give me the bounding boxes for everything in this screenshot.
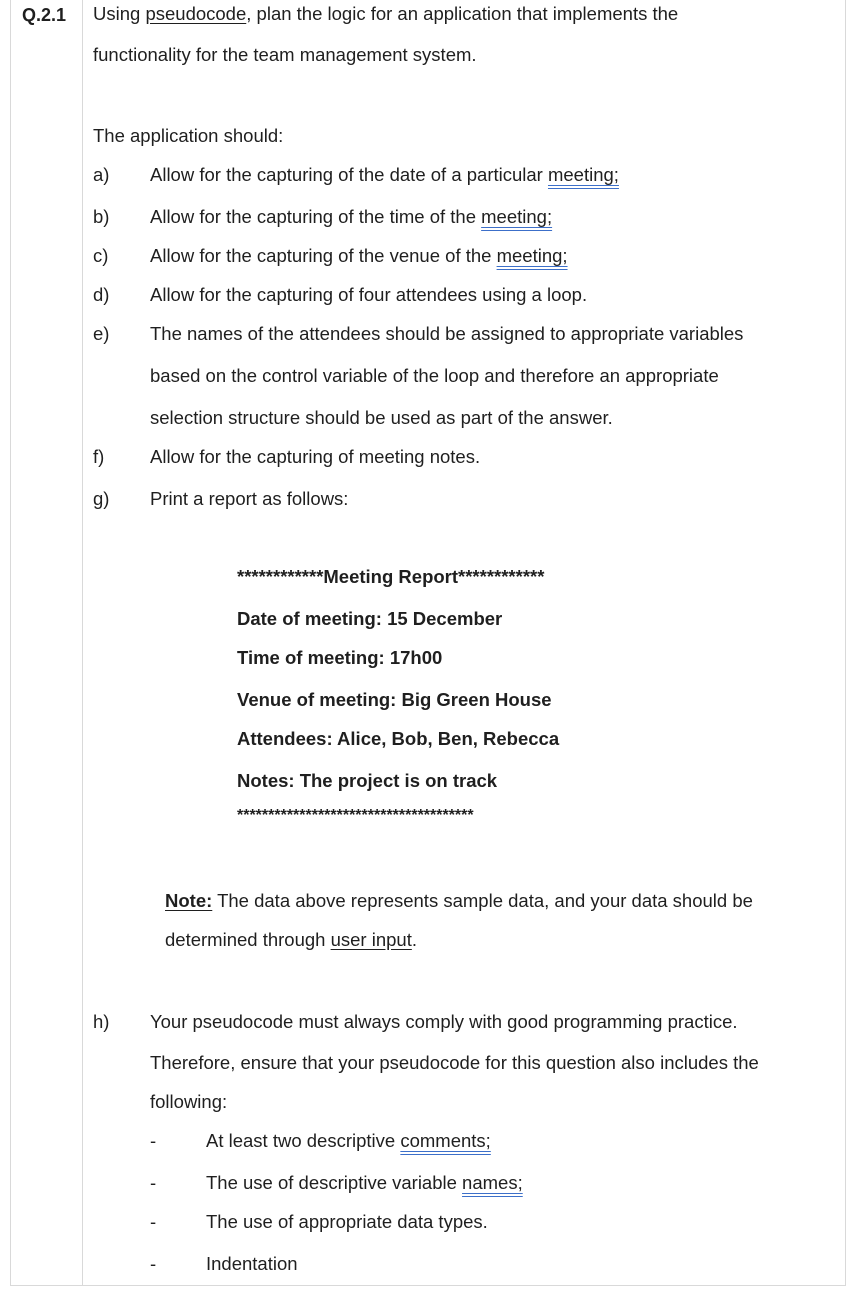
report-notes: Notes: The project is on track <box>237 770 498 791</box>
question-number: Q.2.1 <box>22 5 67 25</box>
practice-line1: Your pseudocode must always comply with good programming practice. <box>150 1011 738 1032</box>
note-line2 <box>165 928 417 952</box>
spell-mark-c: meeting; <box>496 245 568 266</box>
item-label-b: b) <box>93 206 110 227</box>
bullet-dash: - <box>150 1253 157 1274</box>
item-c-main: Allow for the capturing of the venue of the <box>150 245 497 266</box>
item-label-c: c) <box>93 245 109 266</box>
bullet-names-text: The use of descriptive variable <box>206 1172 463 1193</box>
question-table <box>10 0 846 1286</box>
question-intro-line1 <box>93 2 678 26</box>
report-footer: ************************************** <box>237 807 474 824</box>
item-a-main: Allow for the capturing of the date of a particular <box>150 164 548 185</box>
item-label-f: f) <box>93 446 105 467</box>
item-label-e: e) <box>93 323 110 344</box>
item-label-g: g) <box>93 488 110 509</box>
question-intro-line2: functionality for the team management system. <box>93 44 477 65</box>
item-text-c <box>150 244 568 268</box>
note-text-2b: . <box>411 929 417 950</box>
practice-line3: following: <box>150 1091 228 1112</box>
bullet-dash: - <box>150 1130 157 1151</box>
item-label-a: a) <box>93 164 110 185</box>
note-text: The data above represents sample data, and your data should be <box>212 890 753 911</box>
bullet-variable-names <box>206 1171 523 1195</box>
item-label-h: h) <box>93 1011 110 1032</box>
intro-text-b: , plan the logic for an application that implements the <box>246 3 679 24</box>
bullet-data-types: The use of appropriate data types. <box>206 1211 488 1232</box>
report-attendees: Attendees: Alice, Bob, Ben, Rebecca <box>237 728 560 749</box>
report-venue: Venue of meeting: Big Green House <box>237 689 552 710</box>
bullet-comments-text: At least two descriptive <box>206 1130 401 1151</box>
pseudocode-term: pseudocode <box>145 3 247 24</box>
intro-text-a: Using <box>93 3 146 24</box>
report-header: ************Meeting Report************ <box>237 566 545 587</box>
note-text-2a: determined through <box>165 929 331 950</box>
spell-mark-names: names; <box>462 1172 523 1193</box>
item-text-d: Allow for the capturing of four attendees using a loop. <box>150 284 588 305</box>
item-text-b <box>150 205 552 229</box>
bullet-comments <box>206 1129 491 1153</box>
column-divider <box>82 0 83 1286</box>
requirements-lead: The application should: <box>93 125 284 146</box>
spell-mark-comments: comments; <box>400 1130 491 1151</box>
item-text-e-line1: The names of the attendees should be assigned to appropriate variables <box>150 323 744 344</box>
note-line1 <box>165 889 753 913</box>
note-label: Note: <box>165 890 213 911</box>
bullet-dash: - <box>150 1211 157 1232</box>
user-input-term: user input <box>330 929 412 950</box>
item-text-g: Print a report as follows: <box>150 488 349 509</box>
item-text-e-line2: based on the control variable of the loop and therefore an appropriate <box>150 365 719 386</box>
report-time: Time of meeting: 17h00 <box>237 647 443 668</box>
practice-line2: Therefore, ensure that your pseudocode for this question also includes the <box>150 1052 759 1073</box>
spell-mark-b: meeting; <box>481 206 553 227</box>
spell-mark-a: meeting; <box>547 164 619 185</box>
bullet-indentation: Indentation <box>206 1253 298 1274</box>
item-b-main: Allow for the capturing of the time of the <box>150 206 482 227</box>
item-text-a <box>150 163 619 187</box>
item-text-e-line3: selection structure should be used as part of the answer. <box>150 407 613 428</box>
item-label-d: d) <box>93 284 110 305</box>
item-text-f: Allow for the capturing of meeting notes. <box>150 446 481 467</box>
report-date: Date of meeting: 15 December <box>237 608 503 629</box>
bullet-dash: - <box>150 1172 157 1193</box>
